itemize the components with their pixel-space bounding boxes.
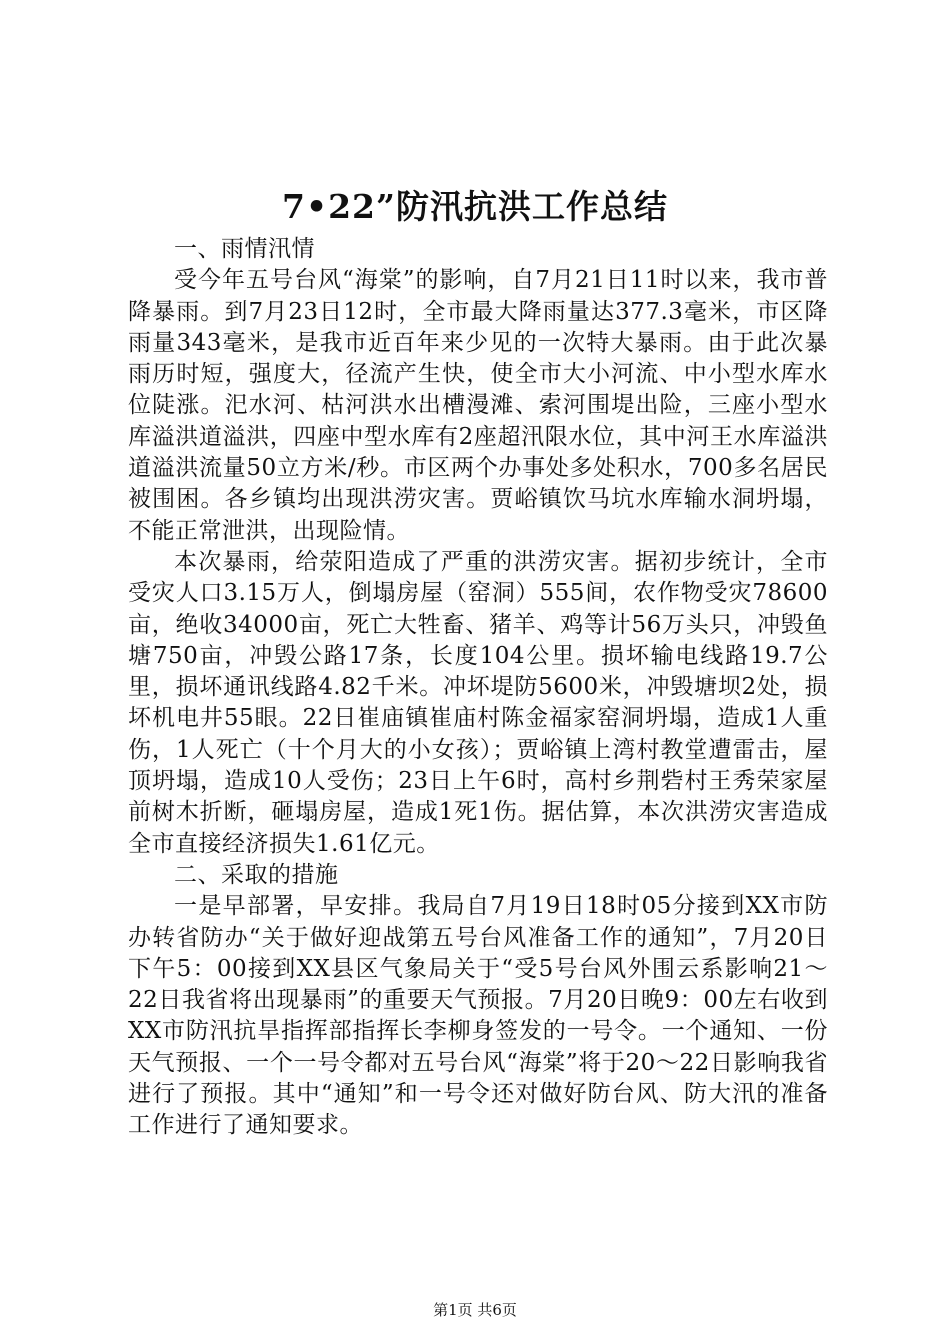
document-body [128,234,828,1142]
paragraph: 本次暴雨，给荥阳造成了严重的洪涝灾害。据初步统计，全市受灾人口3.15万人，倒塌房屋（窑洞）555间，农作物受灾78600亩，绝收34000亩，死亡大牲畜、猪羊、鸡等计56万头只，冲毁鱼塘750亩，冲毁公路17条，长度104公里。损坏输电线路19.7公里，损坏通讯线路4.82千米。冲坏堤防5600米，冲毁塘坝2处，损坏机电井55眼。22日崔庙镇崔庙村陈金福家窑洞坍塌，造成1人重伤，1人死亡（十个月大的小女孩）；贾峪镇上湾村教堂遭雷击，屋顶坍塌，造成10人受伤；23日上午6时，高村乡荆砦村王秀荣家屋前树木折断，砸塌房屋，造成1死1伤。据估算，本次洪涝灾害造成全市直接经济损失1.61亿元。 [128,548,828,857]
section-heading: 二、采取的措施 [174,861,339,888]
section-heading: 一、雨情汛情 [174,236,315,262]
paragraph: 受今年五号台风“海棠”的影响，自7月21日11时以来，我市普降暴雨。到7月23日12时，全市最大降雨量达377.3毫米，市区降雨量343毫米，是我市近百年来少见的一次特大暴雨。由于此次暴雨历时短，强度大，径流产生快，使全市大小河流、中小型水库水位陡涨。汜水河、枯河洪水出槽漫滩、索河围堤出险，三座小型水库溢洪道溢洪，四座中型水库有2座超汛限水位，其中河王水库溢洪道溢洪流量50立方米/秒。市区两个办事处多处积水，700多名居民被围困。各乡镇均出现洪涝灾害。贾峪镇饮马坑水库输水洞坍塌，不能正常泄洪，出现险情。 [128,267,828,544]
paragraph: 一是早部署，早安排。我局自7月19日18时05分接到XX市防办转省防办“关于做好迎战第五号台风准备工作的通知”，7月20日下午5：00接到XX县区气象局关于“受5号台风外围云系影响21～22日我省将出现暴雨”的重要天气预报。7月20日晚9：00左右收到XX市防汛抗旱指挥部指挥长李柳身签发的一号令。一个通知、一份天气预报、一个一号令都对五号台风“海棠”将于20～22日影响我省进行了预报。其中“通知”和一号令还对做好防台风、防大汛的准备工作进行了通知要求。 [128,893,828,1139]
page-footer: 第1页 共6页 [433,1301,517,1319]
document-title: 7•22”防汛抗洪工作总结 [282,187,668,226]
